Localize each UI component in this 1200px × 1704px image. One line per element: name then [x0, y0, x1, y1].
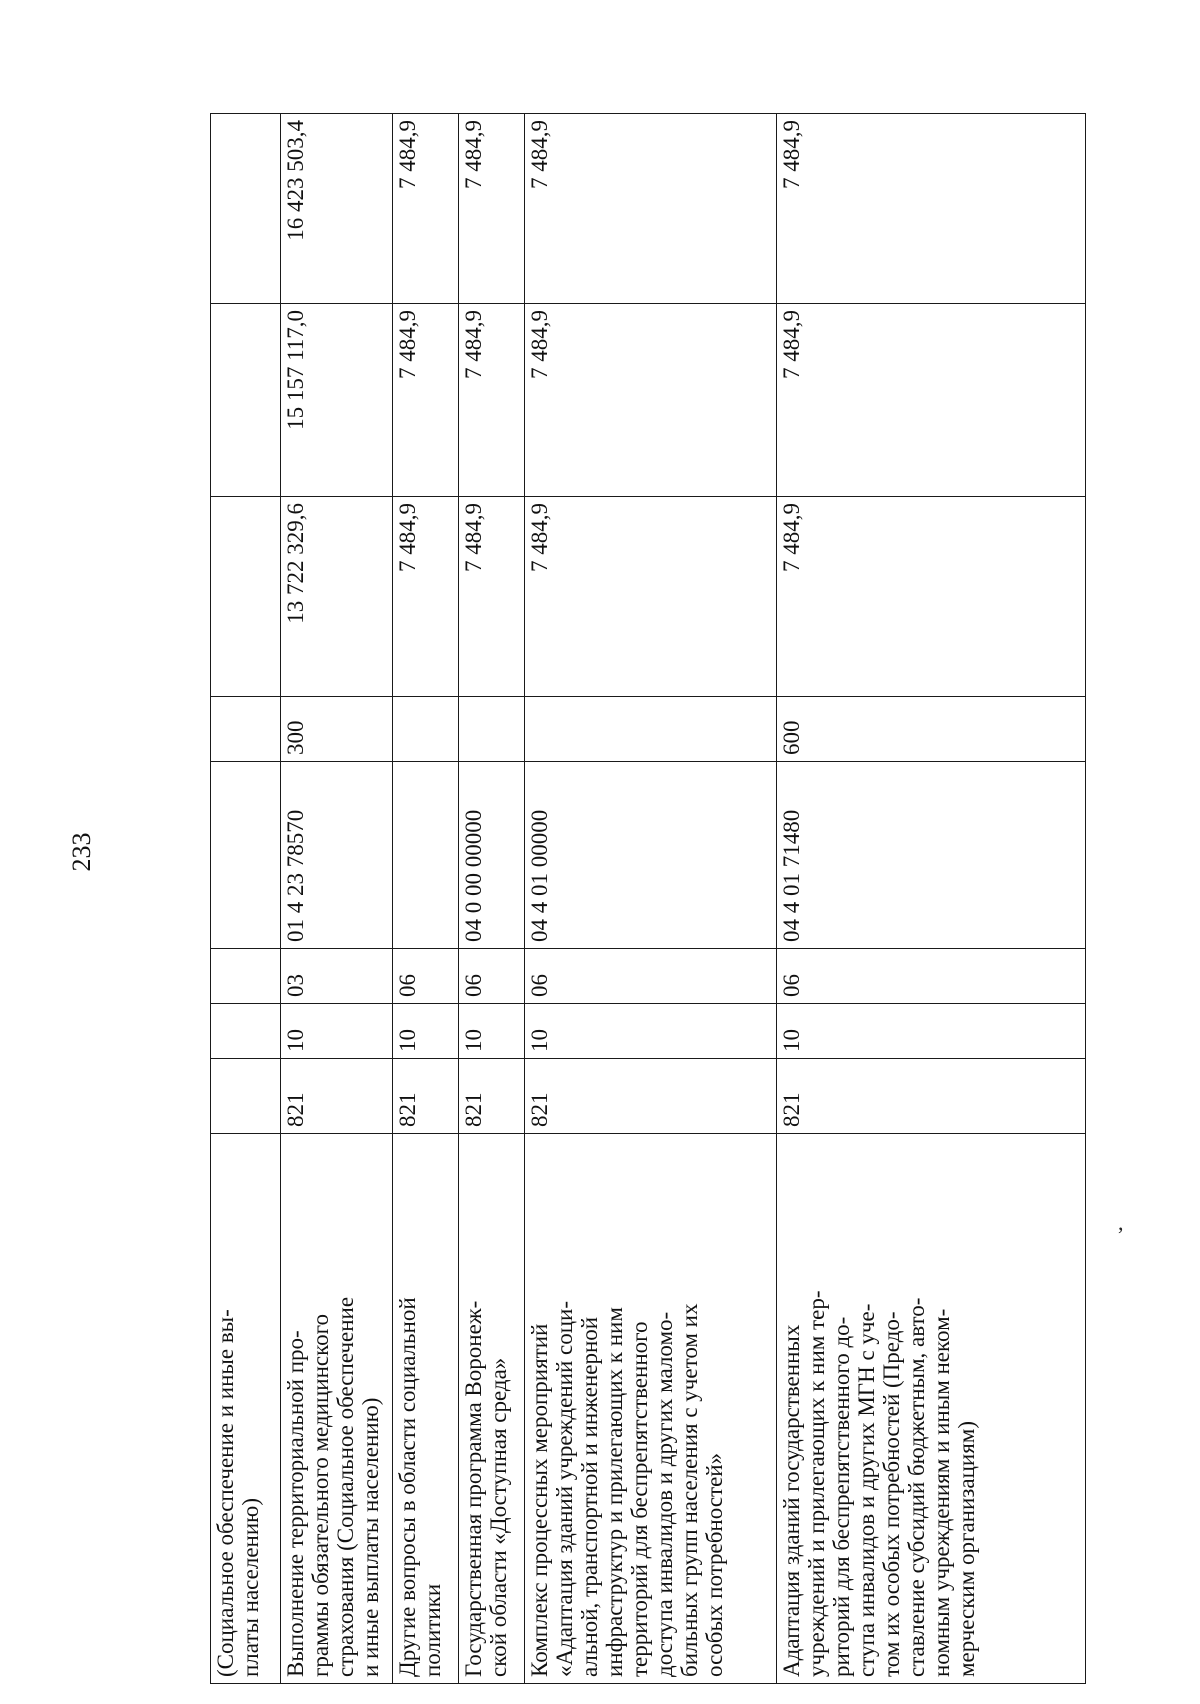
row-name: Адаптация зданий государственных учреждений и прилегающих к ним тер- риторий для беспрепятственного до- ступа инвалидов и других МГН с уче- том их особых потребностей (Предо- ставление субсидий бюджетным, авто- номным учреждениям и иным неком- мерческим организациям)	[777, 1134, 1086, 1684]
csr-code: 01 4 23 78570	[281, 762, 393, 949]
row-name: Выполнение территориальной про- граммы обязательного медицинского страхования (Социальное обеспечение и иные выплаты населению)	[281, 1134, 393, 1684]
csr-code: 04 4 01 71480	[777, 762, 1086, 949]
rz-code: 10	[525, 1004, 777, 1059]
sum-year-1: 7 484,9	[393, 497, 459, 697]
csr-code: 04 0 00 00000	[459, 762, 525, 949]
page-number: 233	[67, 832, 96, 872]
sum-year-2: 7 484,9	[459, 304, 525, 497]
table-row	[525, 114, 777, 1684]
csr-code	[211, 762, 281, 949]
table-row	[393, 114, 459, 1684]
table-row	[211, 114, 281, 1684]
grbs-code: 821	[777, 1059, 1086, 1134]
table-row	[281, 114, 393, 1684]
sum-year-1: 13 722 329,6	[281, 497, 393, 697]
rz-code: 10	[281, 1004, 393, 1059]
sum-year-3: 7 484,9	[525, 114, 777, 304]
pr-code: 06	[777, 949, 1086, 1004]
sum-year-3: 7 484,9	[393, 114, 459, 304]
table-row	[459, 114, 525, 1684]
vr-code	[525, 697, 777, 762]
sum-year-1: 7 484,9	[459, 497, 525, 697]
vr-code	[393, 697, 459, 762]
pr-code: 06	[459, 949, 525, 1004]
pr-code: 06	[525, 949, 777, 1004]
grbs-code: 821	[525, 1059, 777, 1134]
row-name: Комплекс процессных мероприятий «Адаптация зданий учреждений соци- альной, транспортной и инженерной инфраструктур и прилегающих к ним территорий для беспрепятственного доступа инвалидов и других маломо- бильных групп населения с учетом их особых потребностей»	[525, 1134, 777, 1684]
scan-mark: ,	[1118, 1210, 1124, 1235]
pr-code: 03	[281, 949, 393, 1004]
pr-code	[211, 949, 281, 1004]
sum-year-2: 15 157 117,0	[281, 304, 393, 497]
table-row	[777, 114, 1086, 1684]
rz-code: 10	[459, 1004, 525, 1059]
rz-code: 10	[777, 1004, 1086, 1059]
csr-code: 04 4 01 00000	[525, 762, 777, 949]
vr-code: 300	[281, 697, 393, 762]
grbs-code: 821	[393, 1059, 459, 1134]
sum-year-1: 7 484,9	[525, 497, 777, 697]
rotated-table-container	[210, 114, 1085, 1684]
grbs-code	[211, 1059, 281, 1134]
sum-year-3	[211, 114, 281, 304]
sum-year-2	[211, 304, 281, 497]
sum-year-3: 7 484,9	[777, 114, 1086, 304]
sum-year-2: 7 484,9	[393, 304, 459, 497]
rz-code	[211, 1004, 281, 1059]
budget-table	[210, 113, 1086, 1684]
grbs-code: 821	[459, 1059, 525, 1134]
row-name: (Социальное обеспечение и иные вы- платы населению)	[211, 1134, 281, 1684]
sum-year-3: 16 423 503,4	[281, 114, 393, 304]
sum-year-2: 7 484,9	[525, 304, 777, 497]
grbs-code: 821	[281, 1059, 393, 1134]
rz-code: 10	[393, 1004, 459, 1059]
sum-year-1: 7 484,9	[777, 497, 1086, 697]
vr-code: 600	[777, 697, 1086, 762]
vr-code	[211, 697, 281, 762]
csr-code	[393, 762, 459, 949]
row-name: Другие вопросы в области социальной политики	[393, 1134, 459, 1684]
sum-year-3: 7 484,9	[459, 114, 525, 304]
pr-code: 06	[393, 949, 459, 1004]
sum-year-1	[211, 497, 281, 697]
row-name: Государственная программа Воронеж- ской области «Доступная среда»	[459, 1134, 525, 1684]
vr-code	[459, 697, 525, 762]
sum-year-2: 7 484,9	[777, 304, 1086, 497]
